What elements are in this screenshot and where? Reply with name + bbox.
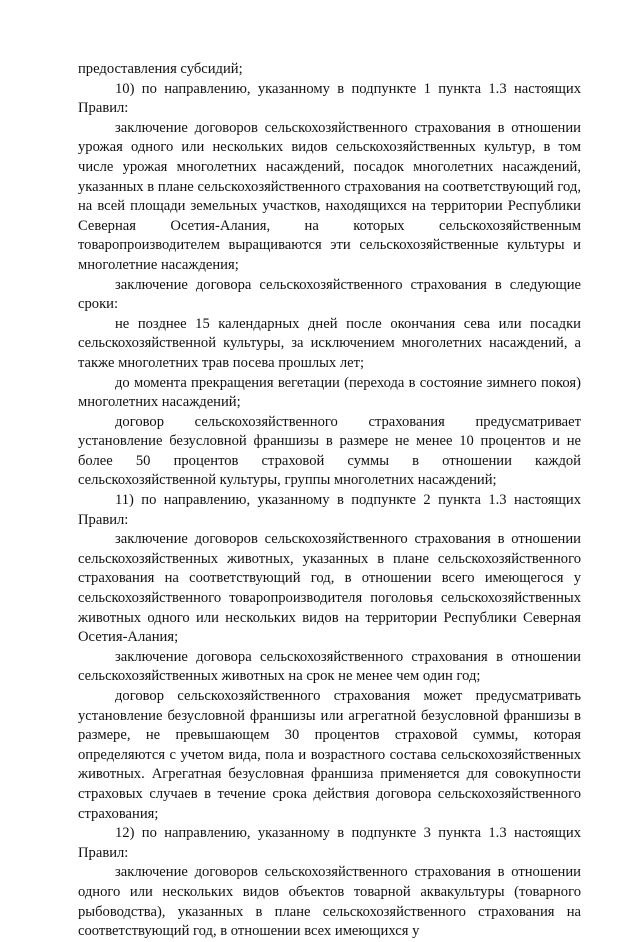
paragraph-animal-franchise: договор сельскохозяйственного страхования может предусматривать установление безусловной франшизы или агрегатной безусловной франшизы в размере, не превышающем 30 процентов страховой суммы, которая определяются с учетом вида, пола и возрастного состава сельскохозяйственных животных. Агрегатная безусловная франшиза применяется для совокупности страховых случаев в течение срока действия договора сельскохозяйственного страхования; <box>78 688 581 822</box>
paragraph-sowing-deadline: не позднее 15 календарных дней после окончания сева или посадки сельскохозяйственной культуры, за исключением многолетних насаждений, а также многолетних трав посева прошлых лет; <box>78 315 581 371</box>
paragraph-aquaculture-contracts: заключение договоров сельскохозяйственного страхования в отношении одного или нескольких видов объектов товарной аквакультуры (товарного рыбоводства), указанных в плане сельскохозяйственного страхования на соответствующий год, в отношении всех имеющихся у <box>78 864 581 940</box>
paragraph-vegetation-deadline: до момента прекращения вегетации (перехода в состояние зимнего покоя) многолетних насаждений; <box>78 374 581 411</box>
paragraph-crop-insurance-contracts: заключение договоров сельскохозяйственного страхования в отношении урожая одного или нескольких видов сельскохозяйственных культур, в том числе урожая многолетних насаждений, посадок многолетних насаждений, указанных в плане сельскохозяйственного страхования на соответствующий год, на всей площади земельных участков, находящихся на территории Республики Северная Осетия-Алания, на которых сельскохозяйственным товаропроизводителем выращиваются эти сельскохозяйственные культуры и многолетние насаждения; <box>78 119 581 273</box>
paragraph-item-12: 12) по направлению, указанному в подпункте 3 пункта 1.3 настоящих Правил: <box>78 825 581 861</box>
paragraph-item-11: 11) по направлению, указанному в подпункте 2 пункта 1.3 настоящих Правил: <box>78 492 581 528</box>
document-page <box>78 60 581 942</box>
paragraph-animal-contract-term: заключение договора сельскохозяйственного страхования в отношении сельскохозяйственных животных на срок не менее чем один год; <box>78 648 581 685</box>
paragraph-crop-franchise: договор сельскохозяйственного страхования предусматривает установление безусловной франшизы в размере не менее 10 процентов и не более 50 процентов страховой суммы в отношении каждой сельскохозяйственной культуры, группы многолетних насаждений; <box>78 413 581 489</box>
paragraph-item-10: 10) по направлению, указанному в подпункте 1 пункта 1.3 настоящих Правил: <box>78 80 581 117</box>
paragraph-animal-insurance-contracts: заключение договоров сельскохозяйственного страхования в отношении сельскохозяйственных животных, указанных в плане сельскохозяйственного страхования на соответствующий год, в отношении всего имеющегося у сельскохозяйственного товаропроизводителя поголовья сельскохозяйственных животных одного или нескольких видов на территории Республики Северная Осетия-Алания; <box>78 531 581 646</box>
paragraph-subsidies-end: предоставления субсидий; <box>78 61 243 77</box>
paragraph-contract-terms: заключение договора сельскохозяйственного страхования в следующие сроки: <box>78 276 581 313</box>
